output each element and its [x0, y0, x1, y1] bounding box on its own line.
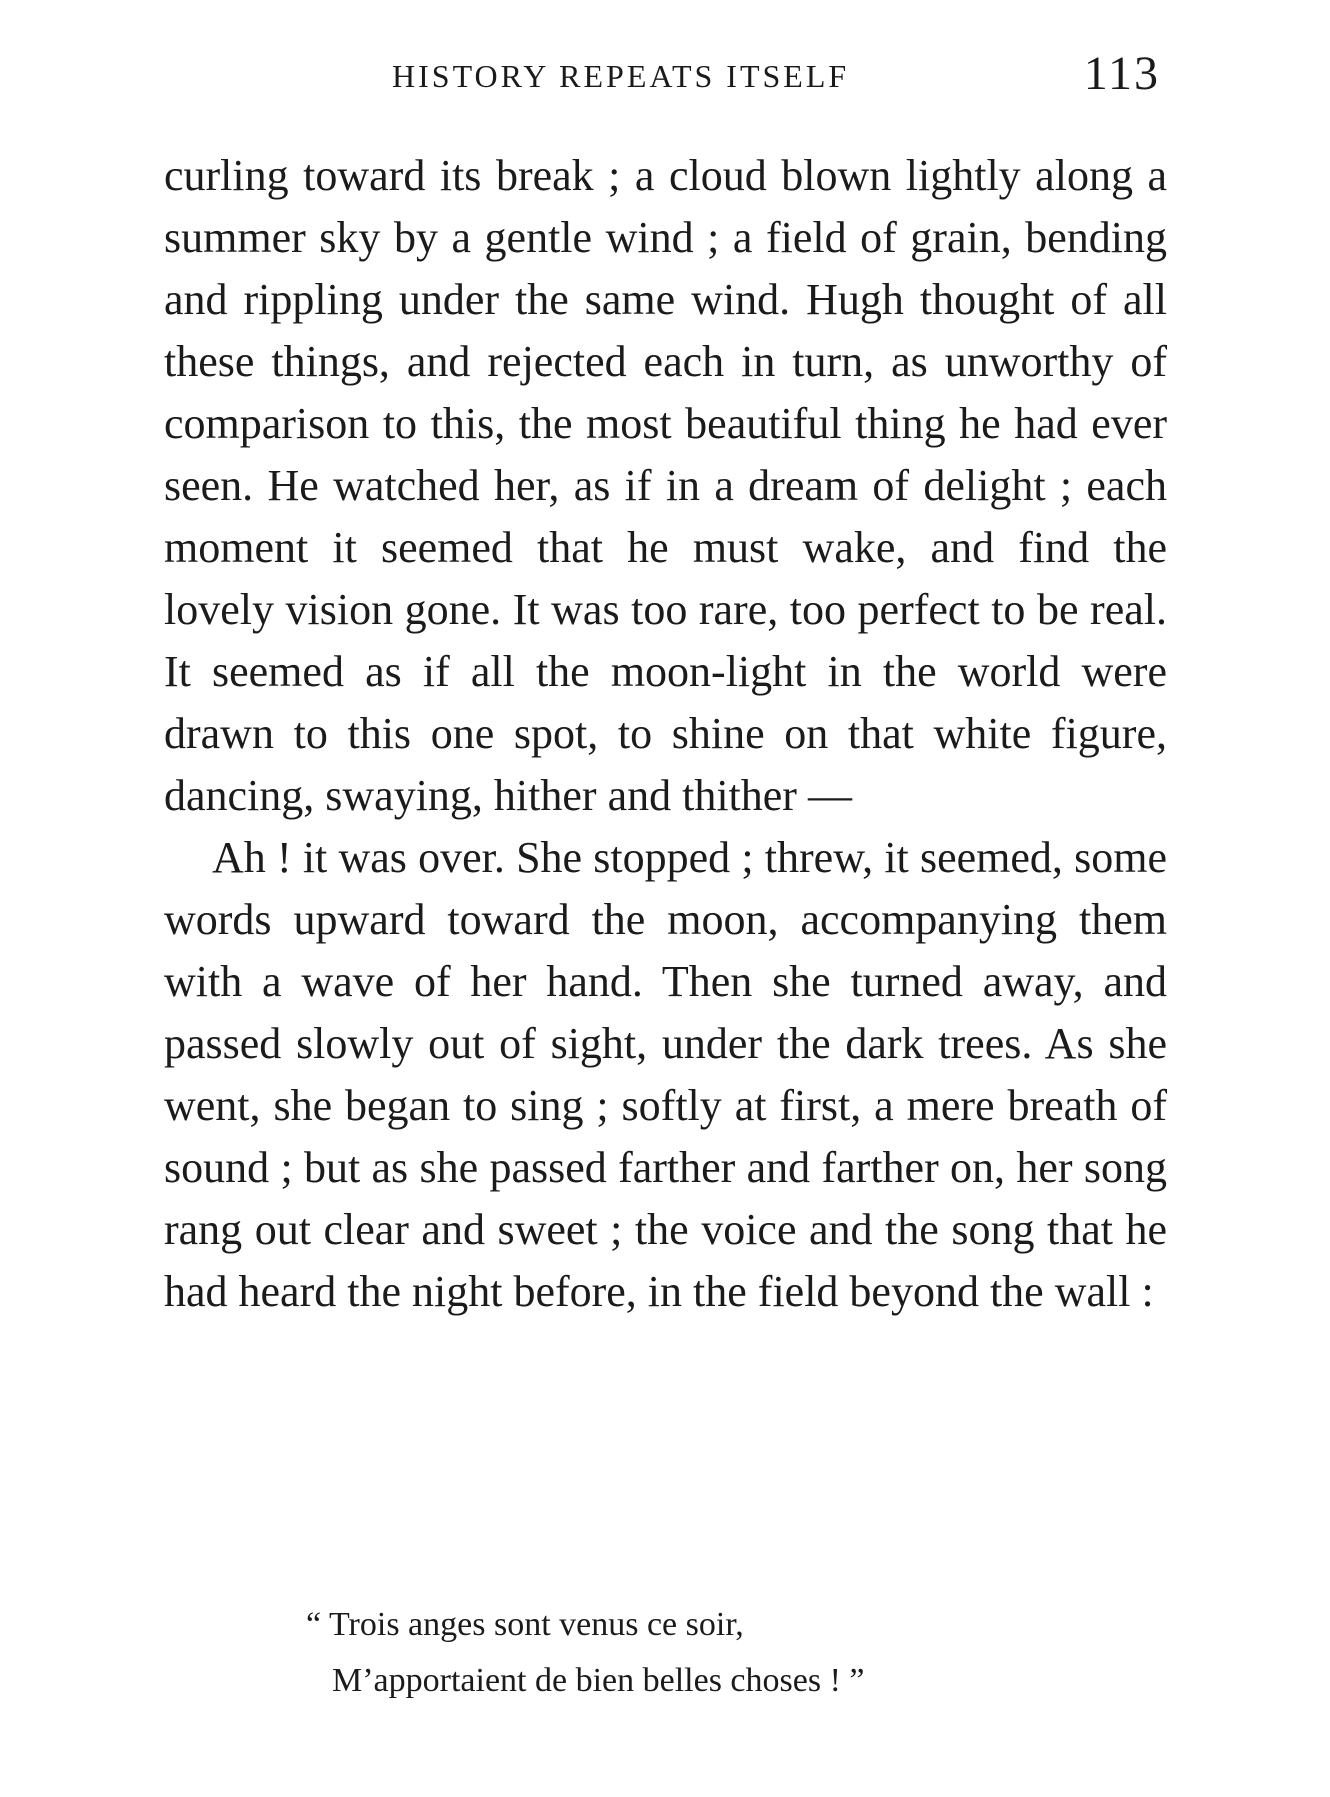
- verse-line-2: M’apportaient de bien belles choses ! ”: [332, 1662, 865, 1699]
- body-text: [164, 145, 1167, 1323]
- paragraph-2: Ah ! it was over. She stopped ; threw, it seemed, some words upward toward the moon, accompanying them with a wave of her hand. Then she turned away, and passed slowly out of sight, under the dark trees. As she went, she began to sing ; softly at first, a mere breath of sound ; but as she passed farther and farther on, her song rang out clear and sweet ; the voice and the song that he had heard the night before, in the field beyond the wall :: [164, 833, 1167, 1316]
- running-title: HISTORY REPEATS ITSELF: [392, 58, 850, 94]
- running-header: [0, 47, 1330, 112]
- verse-quotation: [306, 1597, 1066, 1709]
- paragraph-1: curling toward its break ; a cloud blown lightly along a summer sky by a gentle wind ; a field of grain, bending and rippling under the same wind. Hugh thought of all these things, and rejected each in turn, as unworthy of comparison to this, the most beautiful thing he had ever seen. He watched her, as if in a dream of delight ; each moment it seemed that he must wake, and find the lovely vision gone. It was too rare, too perfect to be real. It seemed as if all the moon-light in the world were drawn to this one spot, to shine on that white figure, dancing, swaying, hither and thither —: [164, 151, 1167, 820]
- verse-line-1: “ Trois anges sont venus ce soir,: [306, 1606, 744, 1643]
- page-number: 113: [1083, 47, 1160, 100]
